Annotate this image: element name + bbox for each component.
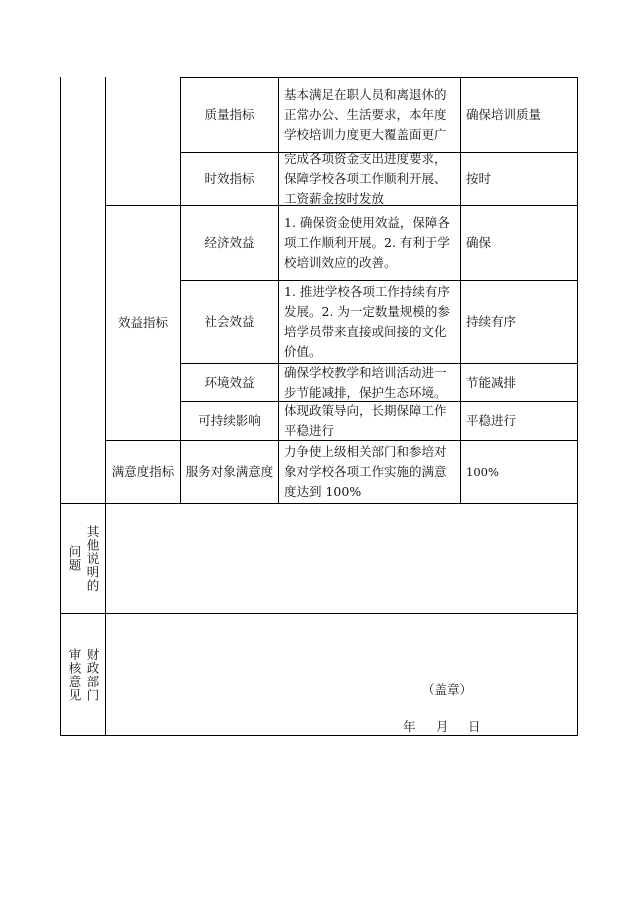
indicator-name-text: 服务对象满意度 bbox=[185, 464, 274, 479]
indicator-value-text: 节能减排 bbox=[466, 374, 517, 390]
indicator-content-text: 基本满足在职人员和离退休的正常办公、生活要求，本年度学校培训力度更大覆盖面更广 bbox=[284, 87, 447, 142]
indicator-content-text: 力争使上级相关部门和参培对象对学校各项工作实施的满意度达到 100% bbox=[284, 444, 447, 499]
indicator-name: 质量指标 bbox=[204, 107, 255, 122]
indicator-value bbox=[466, 78, 574, 152]
indicator-content bbox=[284, 281, 456, 363]
indicator-content bbox=[284, 364, 456, 401]
indicator-name: 社会效益 bbox=[204, 314, 255, 329]
indicator-content bbox=[284, 206, 456, 280]
indicator-value bbox=[466, 364, 574, 401]
indicator-value-text: 持续有序 bbox=[466, 314, 517, 329]
indicator-value bbox=[466, 153, 574, 205]
other-notes-label-col2: 问题 bbox=[67, 545, 82, 572]
finance-review-label bbox=[61, 614, 105, 735]
grid-line bbox=[278, 77, 279, 504]
date-year: 年 bbox=[403, 719, 416, 734]
indicator-name: 环境效益 bbox=[204, 374, 255, 390]
indicator-value bbox=[466, 281, 574, 363]
indicator-content bbox=[284, 78, 456, 152]
other-notes-content bbox=[106, 504, 577, 613]
seal-text: （盖章） bbox=[422, 682, 473, 697]
indicator-name bbox=[184, 441, 275, 503]
indicator-name: 可持续影响 bbox=[198, 413, 261, 428]
finance-review-label-col1: 财政部门 bbox=[85, 647, 100, 702]
indicator-content-text: 1. 推进学校各项工作持续有序发展。2. 为一定数量规模的参培学员带来直接或间接的文化价值。 bbox=[284, 284, 450, 359]
indicator-content bbox=[284, 153, 456, 205]
indicator-value bbox=[466, 206, 574, 280]
indicator-value-text: 平稳进行 bbox=[466, 413, 517, 428]
finance-review-label-col2: 审核意见 bbox=[67, 647, 82, 702]
indicator-content-text: 体现政策导向，长期保障工作平稳进行 bbox=[284, 403, 447, 438]
indicator-value bbox=[466, 402, 574, 440]
indicator-name: 经济效益 bbox=[204, 235, 255, 250]
other-notes-label bbox=[61, 504, 105, 613]
indicator-value-text: 确保培训质量 bbox=[466, 107, 542, 122]
indicator-value-text: 确保 bbox=[466, 235, 492, 250]
indicator-content-text: 完成各项资金支出进度要求，保障学校各项工作顺利开展、工资薪金按时发放 bbox=[284, 151, 447, 206]
indicator-value-text: 100% bbox=[466, 465, 499, 479]
other-notes-label-col1: 其他说明的 bbox=[85, 524, 100, 593]
finance-review-content bbox=[106, 614, 577, 735]
indicator-content-text: 确保学校教学和培训活动进一步节能减排，保护生态环境。 bbox=[284, 364, 447, 400]
indicator-content bbox=[284, 441, 456, 503]
indicator-value bbox=[466, 441, 574, 503]
date-day: 日 bbox=[468, 719, 481, 734]
indicator-name: 时效指标 bbox=[204, 171, 255, 186]
indicator-content-text: 1. 确保资金使用效益，保障各项工作顺利开展。2. 有利于学校培训效应的改善。 bbox=[284, 215, 450, 270]
group-label-benefit: 效益指标 bbox=[117, 315, 168, 330]
grid-line bbox=[577, 77, 578, 736]
group-label-satisfaction: 满意度指标 bbox=[111, 464, 175, 479]
grid-line bbox=[460, 77, 461, 504]
date-month: 月 bbox=[436, 719, 449, 734]
grid-line bbox=[60, 735, 577, 736]
indicator-value-text: 按时 bbox=[466, 171, 492, 186]
indicator-content bbox=[284, 402, 456, 440]
